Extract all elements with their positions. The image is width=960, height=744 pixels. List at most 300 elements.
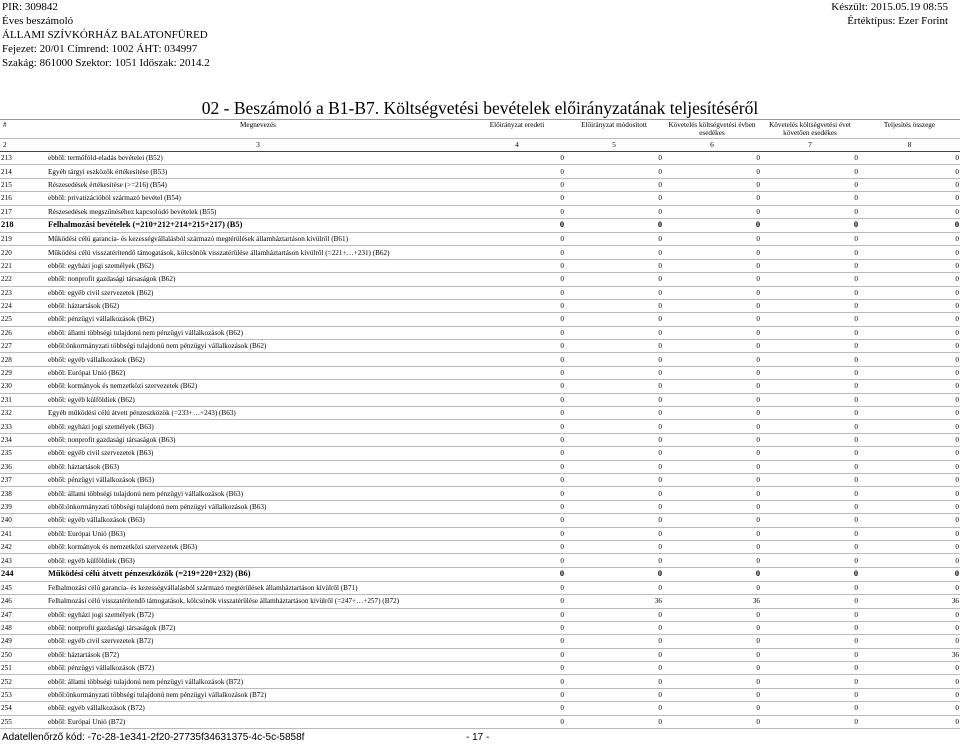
row-value: 0 <box>859 581 960 594</box>
row-number: 233 <box>0 420 47 433</box>
table-row <box>0 165 960 178</box>
table-row <box>0 353 960 366</box>
row-value: 0 <box>761 554 859 567</box>
row-value: 0 <box>663 540 761 553</box>
table-row <box>0 688 960 701</box>
row-name: ebből:önkormányzati többségi tulajdonú nem pénzügyi vállalkozások (B72) <box>47 688 469 701</box>
row-name: ebből: egyházi jogi személyek (B62) <box>47 259 469 272</box>
row-number: 241 <box>0 527 47 540</box>
row-value: 0 <box>469 393 565 406</box>
row-value: 0 <box>859 273 960 286</box>
row-number: 213 <box>0 152 47 165</box>
row-value: 0 <box>469 232 565 245</box>
row-value: 0 <box>761 688 859 701</box>
row-number: 225 <box>0 313 47 326</box>
col-header-receivable-next: Követelés költségvetési évet követően esedékes <box>761 120 859 139</box>
header-pir: PIR: 309842 <box>2 1 58 13</box>
table-row <box>0 715 960 728</box>
row-number: 243 <box>0 554 47 567</box>
row-value: 0 <box>859 299 960 312</box>
row-value: 0 <box>761 487 859 500</box>
row-value: 0 <box>469 595 565 608</box>
row-value: 0 <box>663 380 761 393</box>
row-value: 0 <box>761 635 859 648</box>
row-value: 0 <box>663 621 761 634</box>
row-value: 0 <box>469 473 565 486</box>
row-name: ebből: kormányok és nemzetközi szervezetek (B62) <box>47 380 469 393</box>
row-value: 0 <box>663 246 761 259</box>
row-value: 0 <box>565 232 663 245</box>
row-number: 230 <box>0 380 47 393</box>
row-value: 0 <box>565 246 663 259</box>
row-value: 0 <box>761 433 859 446</box>
row-name: ebből: egyéb külföldiek (B62) <box>47 393 469 406</box>
row-value: 0 <box>859 460 960 473</box>
row-number: 245 <box>0 581 47 594</box>
row-number: 222 <box>0 273 47 286</box>
row-number: 226 <box>0 326 47 339</box>
row-value: 0 <box>663 366 761 379</box>
col-header-modified: Előirányzat módosított <box>565 120 663 139</box>
row-value: 0 <box>469 273 565 286</box>
row-value: 0 <box>663 218 761 232</box>
row-value: 0 <box>469 487 565 500</box>
row-value: 0 <box>565 152 663 165</box>
row-value: 0 <box>565 218 663 232</box>
row-value: 0 <box>859 702 960 715</box>
row-value: 36 <box>859 595 960 608</box>
header-report-type: Éves beszámoló <box>2 15 74 27</box>
col-number: 4 <box>469 139 565 152</box>
row-name: ebből: állami többségi tulajdonú nem pénzügyi vállalkozások (B63) <box>47 487 469 500</box>
row-value: 0 <box>565 540 663 553</box>
row-name: ebből: háztartások (B63) <box>47 460 469 473</box>
row-value: 0 <box>469 407 565 420</box>
row-value: 0 <box>859 326 960 339</box>
row-value: 0 <box>663 567 761 581</box>
header-sector: Szakág: 861000 Szektor: 1051 Időszak: 2014.2 <box>2 57 210 69</box>
row-number: 234 <box>0 433 47 446</box>
row-value: 0 <box>663 460 761 473</box>
row-number: 218 <box>0 218 47 232</box>
row-number: 240 <box>0 514 47 527</box>
table-row <box>0 326 960 339</box>
row-value: 0 <box>565 353 663 366</box>
header-institution: ÁLLAMI SZÍVKÓRHÁZ BALATONFÜRED <box>2 29 208 41</box>
row-value: 0 <box>565 473 663 486</box>
row-value: 0 <box>859 688 960 701</box>
row-name: ebből: háztartások (B62) <box>47 299 469 312</box>
header-created: Készült: 2015.05.19 08:55 <box>831 1 948 13</box>
col-header-number: # <box>0 120 47 139</box>
row-value: 0 <box>761 340 859 353</box>
row-value: 0 <box>469 715 565 728</box>
row-value: 0 <box>565 675 663 688</box>
row-value: 0 <box>859 232 960 245</box>
row-name: Felhalmozási célú visszatérítendő támogatások, kölcsönök visszatérülése államháztartáson kívülről (=247+…+257) (B72) <box>47 595 469 608</box>
row-value: 0 <box>469 554 565 567</box>
row-name: ebből: háztartások (B72) <box>47 648 469 661</box>
row-name: Részesedések értékesítése (>=216) (B54) <box>47 178 469 191</box>
row-value: 0 <box>761 662 859 675</box>
row-number: 223 <box>0 286 47 299</box>
row-value: 0 <box>565 165 663 178</box>
row-name: Egyéb tárgyi eszközök értékesítése (B53) <box>47 165 469 178</box>
table-row <box>0 380 960 393</box>
row-number: 251 <box>0 662 47 675</box>
row-value: 0 <box>663 407 761 420</box>
row-value: 0 <box>859 407 960 420</box>
table-row <box>0 621 960 634</box>
row-value: 0 <box>761 273 859 286</box>
row-value: 0 <box>761 232 859 245</box>
row-value: 0 <box>761 540 859 553</box>
col-number: 7 <box>761 139 859 152</box>
row-name: ebből: pénzügyi vállalkozások (B63) <box>47 473 469 486</box>
table-row <box>0 407 960 420</box>
row-value: 0 <box>565 393 663 406</box>
row-value: 0 <box>565 286 663 299</box>
row-value: 0 <box>761 407 859 420</box>
row-value: 0 <box>565 527 663 540</box>
row-value: 0 <box>761 246 859 259</box>
row-value: 0 <box>469 500 565 513</box>
row-value: 0 <box>761 218 859 232</box>
row-value: 0 <box>469 447 565 460</box>
row-value: 0 <box>663 152 761 165</box>
row-value: 0 <box>565 662 663 675</box>
row-number: 249 <box>0 635 47 648</box>
row-name: ebből: nonprofit gazdasági társaságok (B63) <box>47 433 469 446</box>
row-value: 0 <box>859 393 960 406</box>
row-number: 246 <box>0 595 47 608</box>
row-number: 219 <box>0 232 47 245</box>
row-value: 0 <box>469 527 565 540</box>
row-name: ebből: egyéb vállalkozások (B63) <box>47 514 469 527</box>
row-value: 0 <box>565 407 663 420</box>
budget-table <box>0 119 960 729</box>
row-number: 242 <box>0 540 47 553</box>
row-value: 0 <box>469 621 565 634</box>
row-value: 0 <box>469 608 565 621</box>
row-value: 0 <box>859 487 960 500</box>
table-row <box>0 273 960 286</box>
row-value: 0 <box>663 635 761 648</box>
table-row <box>0 246 960 259</box>
table-row <box>0 447 960 460</box>
row-value: 0 <box>663 393 761 406</box>
row-value: 0 <box>761 621 859 634</box>
row-name: Működési célú garancia- és kezességvállalásból származó megtérülések államháztartáson kívülről (B61) <box>47 232 469 245</box>
row-value: 36 <box>859 648 960 661</box>
row-value: 0 <box>761 514 859 527</box>
row-value: 0 <box>761 608 859 621</box>
row-value: 0 <box>761 326 859 339</box>
row-value: 0 <box>565 178 663 191</box>
table-row <box>0 662 960 675</box>
row-value: 0 <box>663 326 761 339</box>
row-number: 232 <box>0 407 47 420</box>
row-name: ebből: egyéb külföldiek (B63) <box>47 554 469 567</box>
row-name: Egyéb működési célú átvett pénzeszközök (=233+…+243) (B63) <box>47 407 469 420</box>
row-number: 237 <box>0 473 47 486</box>
row-value: 0 <box>859 527 960 540</box>
row-number: 224 <box>0 299 47 312</box>
row-value: 0 <box>565 447 663 460</box>
row-name: ebből: egyéb vállalkozások (B62) <box>47 353 469 366</box>
row-value: 0 <box>565 648 663 661</box>
row-value: 0 <box>761 393 859 406</box>
row-number: 217 <box>0 205 47 218</box>
table-row <box>0 648 960 661</box>
row-value: 0 <box>859 447 960 460</box>
table-row <box>0 581 960 594</box>
row-value: 0 <box>859 662 960 675</box>
row-value: 0 <box>859 715 960 728</box>
row-value: 0 <box>761 366 859 379</box>
row-value: 0 <box>859 380 960 393</box>
row-value: 0 <box>859 473 960 486</box>
row-value: 0 <box>663 313 761 326</box>
row-value: 0 <box>761 473 859 486</box>
table-row <box>0 366 960 379</box>
row-name: ebből: egyházi jogi személyek (B63) <box>47 420 469 433</box>
table-row <box>0 232 960 245</box>
row-number: 247 <box>0 608 47 621</box>
row-value: 0 <box>469 259 565 272</box>
row-value: 0 <box>859 353 960 366</box>
row-value: 0 <box>859 540 960 553</box>
row-value: 0 <box>663 648 761 661</box>
row-value: 0 <box>469 165 565 178</box>
row-value: 0 <box>761 152 859 165</box>
table-row <box>0 595 960 608</box>
table-row <box>0 299 960 312</box>
row-name: ebből: egyéb civil szervezetek (B62) <box>47 286 469 299</box>
row-number: 231 <box>0 393 47 406</box>
row-value: 0 <box>469 178 565 191</box>
row-value: 0 <box>469 353 565 366</box>
col-header-receivable-current: Követelés költségvetési évben esedékes <box>663 120 761 139</box>
table-row <box>0 473 960 486</box>
table-row <box>0 192 960 205</box>
row-number: 216 <box>0 192 47 205</box>
row-number: 228 <box>0 353 47 366</box>
row-value: 0 <box>469 460 565 473</box>
row-value: 0 <box>859 192 960 205</box>
row-name: ebből: egyéb civil szervezetek (B63) <box>47 447 469 460</box>
table-row <box>0 205 960 218</box>
row-value: 0 <box>761 500 859 513</box>
row-name: ebből: egyéb vállalkozások (B72) <box>47 702 469 715</box>
row-value: 0 <box>565 313 663 326</box>
table-row <box>0 527 960 540</box>
row-value: 0 <box>565 259 663 272</box>
row-value: 0 <box>761 353 859 366</box>
row-value: 0 <box>761 715 859 728</box>
row-value: 0 <box>565 366 663 379</box>
row-value: 0 <box>859 246 960 259</box>
row-value: 0 <box>565 326 663 339</box>
row-value: 0 <box>663 340 761 353</box>
row-name: ebből: állami többségi tulajdonú nem pénzügyi vállalkozások (B62) <box>47 326 469 339</box>
table-row <box>0 393 960 406</box>
table-body <box>0 152 960 729</box>
row-value: 0 <box>663 662 761 675</box>
row-value: 0 <box>565 702 663 715</box>
col-header-name: Megnevezés <box>47 120 469 139</box>
row-value: 36 <box>663 595 761 608</box>
row-name: ebből: pénzügyi vállalkozások (B62) <box>47 313 469 326</box>
row-name: Működési célú visszatérítendő támogatások, kölcsönök visszatérülése államháztartáson kívülről (=221+…+231) (B62) <box>47 246 469 259</box>
row-number: 214 <box>0 165 47 178</box>
table-row <box>0 340 960 353</box>
row-value: 0 <box>859 675 960 688</box>
row-value: 0 <box>565 500 663 513</box>
row-number: 239 <box>0 500 47 513</box>
row-value: 0 <box>761 675 859 688</box>
row-number: 220 <box>0 246 47 259</box>
row-value: 0 <box>859 165 960 178</box>
row-value: 0 <box>663 353 761 366</box>
row-value: 0 <box>761 702 859 715</box>
row-value: 0 <box>565 635 663 648</box>
table-row <box>0 218 960 232</box>
row-value: 0 <box>761 192 859 205</box>
row-value: 0 <box>469 635 565 648</box>
row-number: 254 <box>0 702 47 715</box>
row-value: 0 <box>565 433 663 446</box>
col-number: 2 <box>0 139 47 152</box>
table-row <box>0 635 960 648</box>
row-number: 253 <box>0 688 47 701</box>
row-value: 0 <box>761 567 859 581</box>
row-value: 0 <box>565 299 663 312</box>
row-name: ebből: állami többségi tulajdonú nem pénzügyi vállalkozások (B72) <box>47 675 469 688</box>
table-row <box>0 420 960 433</box>
row-value: 0 <box>761 165 859 178</box>
row-value: 0 <box>663 554 761 567</box>
row-value: 0 <box>469 380 565 393</box>
row-name: ebből: egyházi jogi személyek (B72) <box>47 608 469 621</box>
row-value: 0 <box>761 205 859 218</box>
row-value: 0 <box>663 473 761 486</box>
row-number: 235 <box>0 447 47 460</box>
row-number: 229 <box>0 366 47 379</box>
row-name: Részesedések megszűnéséhez kapcsolódó bevételek (B55) <box>47 205 469 218</box>
row-value: 0 <box>761 286 859 299</box>
row-value: 0 <box>761 460 859 473</box>
row-value: 0 <box>469 326 565 339</box>
row-name: Felhalmozási célú garancia- és kezességvállalásból származó megtérülések államháztartáson kívülről (B71) <box>47 581 469 594</box>
row-value: 0 <box>761 313 859 326</box>
row-value: 0 <box>469 540 565 553</box>
row-value: 0 <box>565 688 663 701</box>
row-value: 0 <box>565 487 663 500</box>
row-value: 0 <box>469 567 565 581</box>
row-value: 0 <box>663 581 761 594</box>
table-row <box>0 608 960 621</box>
row-name: ebből: nonprofit gazdasági társaságok (B62) <box>47 273 469 286</box>
row-value: 0 <box>663 702 761 715</box>
row-value: 0 <box>761 527 859 540</box>
table-row <box>0 567 960 581</box>
row-value: 0 <box>859 205 960 218</box>
row-name: ebből: pénzügyi vállalkozások (B72) <box>47 662 469 675</box>
row-name: ebből: kormányok és nemzetközi szervezetek (B63) <box>47 540 469 553</box>
table-row <box>0 460 960 473</box>
row-value: 0 <box>859 286 960 299</box>
row-value: 0 <box>663 420 761 433</box>
column-header-row <box>0 120 960 139</box>
row-value: 0 <box>859 152 960 165</box>
header-chapter: Fejezet: 20/01 Címrend: 1002 ÁHT: 034997 <box>2 43 198 55</box>
row-value: 0 <box>859 259 960 272</box>
table-row <box>0 178 960 191</box>
row-value: 0 <box>761 420 859 433</box>
report-title: 02 - Beszámoló a B1-B7. Költségvetési bevételek előirányzatának teljesítéséről <box>201 98 759 118</box>
row-name: ebből:önkormányzati többségi tulajdonú nem pénzügyi vállalkozások (B63) <box>47 500 469 513</box>
row-value: 0 <box>565 192 663 205</box>
row-value: 0 <box>663 527 761 540</box>
row-name: ebből:önkormányzati többségi tulajdonú nem pénzügyi vállalkozások (B62) <box>47 340 469 353</box>
row-number: 221 <box>0 259 47 272</box>
col-header-fulfilment: Teljesítés összege <box>859 120 960 139</box>
row-value: 0 <box>663 299 761 312</box>
row-value: 0 <box>859 433 960 446</box>
table-row <box>0 487 960 500</box>
row-value: 0 <box>663 675 761 688</box>
row-value: 0 <box>663 608 761 621</box>
row-value: 0 <box>565 715 663 728</box>
col-number: 5 <box>565 139 663 152</box>
column-number-row <box>0 139 960 152</box>
row-value: 0 <box>469 648 565 661</box>
row-value: 0 <box>859 340 960 353</box>
row-value: 0 <box>663 192 761 205</box>
row-name: ebből: privatizációból származó bevétel (B54) <box>47 192 469 205</box>
table-row <box>0 514 960 527</box>
row-value: 0 <box>469 192 565 205</box>
row-number: 248 <box>0 621 47 634</box>
row-value: 0 <box>565 273 663 286</box>
page-number: - 17 - <box>466 732 490 743</box>
row-value: 0 <box>469 152 565 165</box>
row-value: 0 <box>859 621 960 634</box>
row-number: 244 <box>0 567 47 581</box>
row-number: 255 <box>0 715 47 728</box>
row-value: 0 <box>469 366 565 379</box>
row-number: 252 <box>0 675 47 688</box>
row-value: 0 <box>565 380 663 393</box>
row-value: 0 <box>469 246 565 259</box>
row-value: 0 <box>859 514 960 527</box>
table-row <box>0 313 960 326</box>
row-value: 0 <box>859 366 960 379</box>
row-value: 0 <box>469 581 565 594</box>
row-value: 0 <box>663 286 761 299</box>
row-value: 0 <box>469 688 565 701</box>
row-value: 0 <box>565 340 663 353</box>
row-value: 0 <box>663 487 761 500</box>
row-value: 0 <box>469 675 565 688</box>
row-value: 0 <box>469 218 565 232</box>
row-value: 0 <box>663 433 761 446</box>
row-value: 0 <box>761 648 859 661</box>
col-number: 6 <box>663 139 761 152</box>
row-value: 0 <box>859 635 960 648</box>
row-number: 236 <box>0 460 47 473</box>
